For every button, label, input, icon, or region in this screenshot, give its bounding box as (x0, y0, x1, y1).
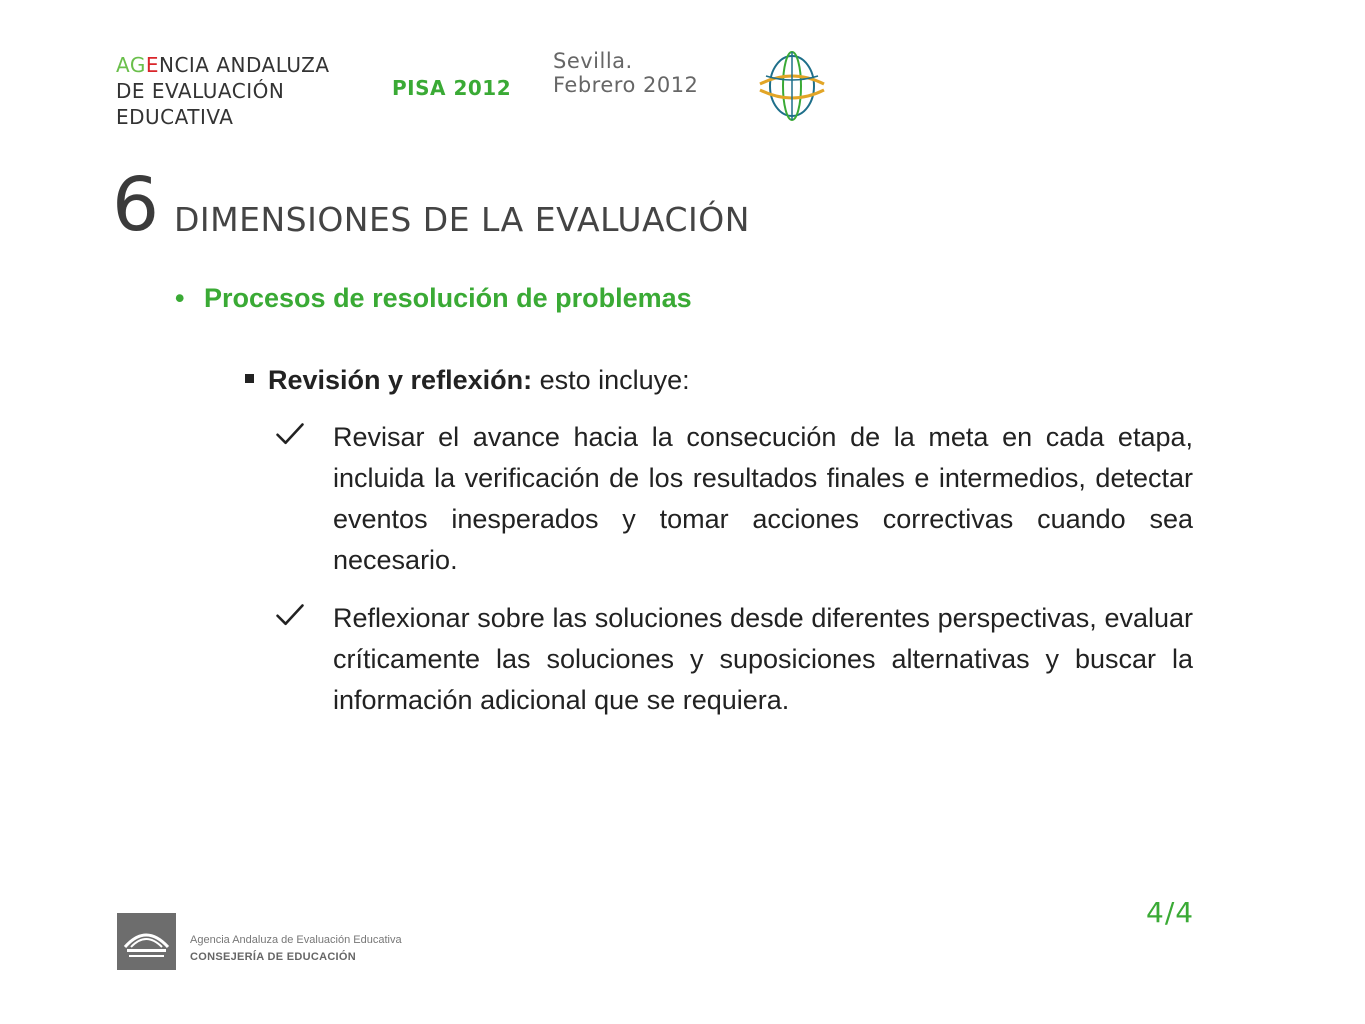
footer-agency-name: Agencia Andaluza de Evaluación Educativa (190, 934, 402, 946)
square-bullet-icon (245, 374, 254, 383)
check-item-text: Reflexionar sobre las soluciones desde diferentes perspectivas, evaluar críticamente las soluciones y suposiciones alternativas y buscar la información adicional que se requiera. (333, 603, 1193, 715)
junta-andalucia-logo-icon (117, 913, 176, 970)
section-number: 6 (112, 162, 160, 248)
bullet-dot-icon: • (175, 283, 185, 313)
page-number: 4/4 (1146, 896, 1195, 929)
checkmark-icon (270, 423, 310, 445)
agency-name-line2: DE EVALUACIÓN (116, 79, 285, 103)
check-item (270, 598, 1193, 721)
bullet-heading-text: Procesos de resolución de problemas (204, 283, 692, 313)
subheading-rest: esto incluye: (532, 365, 690, 395)
check-item (270, 417, 1193, 581)
agency-name-line3: EDUCATIVA (116, 105, 234, 129)
globe-icon (756, 50, 828, 122)
bullet-heading (175, 280, 692, 316)
agency-name (116, 52, 330, 130)
footer-ministry-name: CONSEJERÍA DE EDUCACIÓN (190, 951, 357, 963)
check-item-text: Revisar el avance hacia la consecución de la meta en cada etapa, incluida la verificación de los resultados finales e intermedios, detectar eventos inesperados y tomar acciones correctivas cuando sea necesario. (333, 422, 1193, 575)
agency-name-line1: AGENCIA ANDALUZA (116, 53, 330, 77)
checkmark-icon (270, 604, 310, 626)
project-label: PISA 2012 (392, 76, 512, 100)
place-date (553, 49, 698, 97)
subheading (245, 362, 690, 398)
section-title: DIMENSIONES DE LA EVALUACIÓN (174, 200, 750, 239)
date-label: Febrero 2012 (553, 73, 699, 97)
subheading-bold: Revisión y reflexión: (268, 365, 533, 395)
place-label: Sevilla. (553, 49, 633, 73)
